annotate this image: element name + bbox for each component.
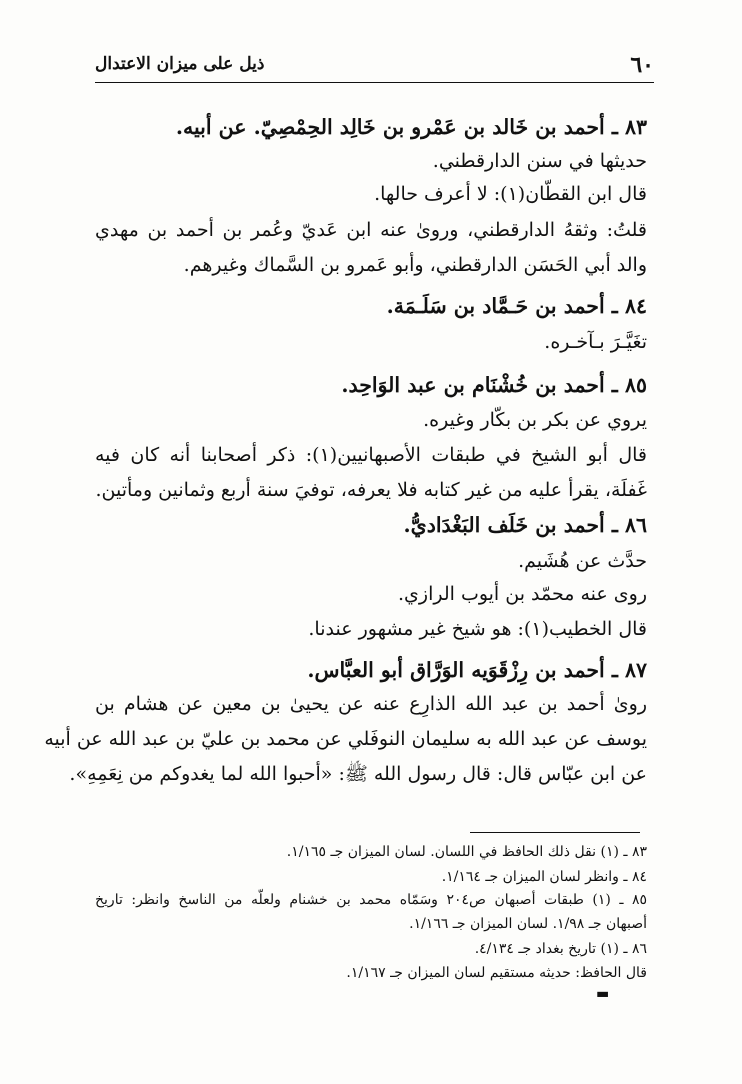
body-line: قال الخطيب(١): هو شيخ غير مشهور عندنا.: [308, 618, 647, 640]
entry-heading-86: ٨٦ ـ أحمد بن خَلَف البَغْدَاديُّ.: [403, 513, 647, 537]
body-line: روى عنه محمّد بن أيوب الرازي.: [397, 583, 647, 605]
entry-heading-83: ٨٣ ـ أحمد بن خَالد بن عَمْرو بن خَالِد الحِمْصِيّ. عن أبيه.: [175, 115, 647, 139]
body-line: حديثها في سنن الدارقطني.: [432, 150, 647, 172]
footnote: قال الحافظ: حديثه مستقيم لسان الميزان جـ ١/١٦٧.: [346, 965, 647, 981]
ink-dash-mark: ▬: [596, 986, 610, 1002]
body-line: يروي عن بكر بن بكّار وغيره.: [423, 409, 647, 431]
body-line: قال ابن القطّان(١): لا أعرف حالها.: [374, 183, 647, 205]
footnote: أصبهان جـ ١/٩٨. لسان الميزان جـ ١/١٦٦.: [409, 916, 647, 932]
footnote: ٨٣ ـ (١) نقل ذلك الحافظ في اللسان. لسان الميزان جـ ١/١٦٥.: [286, 844, 647, 860]
running-header: [95, 52, 654, 83]
footnote: ٨٤ ـ وانظر لسان الميزان جـ ١/١٦٤.: [441, 869, 647, 885]
body-line: تغَيَّـرَ بـآخـره.: [544, 331, 647, 353]
body-line: يوسف عن عبد الله به سليمان النوفَلي عن محمد بن عليّ بن عبد الله عن أبيه: [44, 728, 647, 750]
page-number: ٦٠: [630, 52, 654, 78]
body-line: عن ابن عبّاس قال: قال رسول الله ﷺ: «أحبوا الله لما يغدوكم من نِعَمِهِ».: [69, 763, 647, 785]
running-title: ذيل على ميزان الاعتدال: [95, 54, 265, 74]
entry-heading-87: ٨٧ ـ أحمد بن رِزْقَوَيه الوَرَّاق أبو العبَّاس.: [307, 658, 647, 682]
footnote-separator: [470, 832, 640, 833]
body-line: حدَّث عن هُشَيم.: [518, 550, 647, 572]
body-line: روىٰ أحمد بن عبد الله الذارِع عنه عن يحيىٰ بن معين عن هشام بن: [95, 693, 647, 715]
body-line: غَفلَة، يقرأ عليه من غير كتابه فلا يعرفه، توفيَ سنة أربع وثمانين ومأتين.: [95, 479, 647, 501]
footnote: ٨٥ ـ (١) طبقات أصبهان ص٢٠٤ وسَمّاه محمد بن خشنام ولعلّه من الناسخ وانظر: تاريخ: [95, 892, 648, 908]
footnote: ٨٦ ـ (١) تاريخ بغداد جـ ٤/١٣٤.: [474, 941, 647, 957]
entry-heading-84: ٨٤ ـ أحمد بن حَـمَّاد بن سَلَـمَة.: [386, 294, 647, 318]
body-line: والد أبي الحَسَن الدارقطني، وأبو عَمرو بن السَّماك وغيرهم.: [183, 254, 647, 276]
body-line: قلتُ: وثقهُ الدارقطني، وروىٰ عنه ابن عَديّ وعُمر بن أحمد بن مهدي: [95, 219, 647, 241]
body-line: قال أبو الشيخ في طبقات الأصبهانيين(١): ذكر أصحابنا أنه كان فيه: [95, 444, 648, 466]
entry-heading-85: ٨٥ ـ أحمد بن خُشْنَام بن عبد الوَاحِد.: [341, 373, 647, 397]
